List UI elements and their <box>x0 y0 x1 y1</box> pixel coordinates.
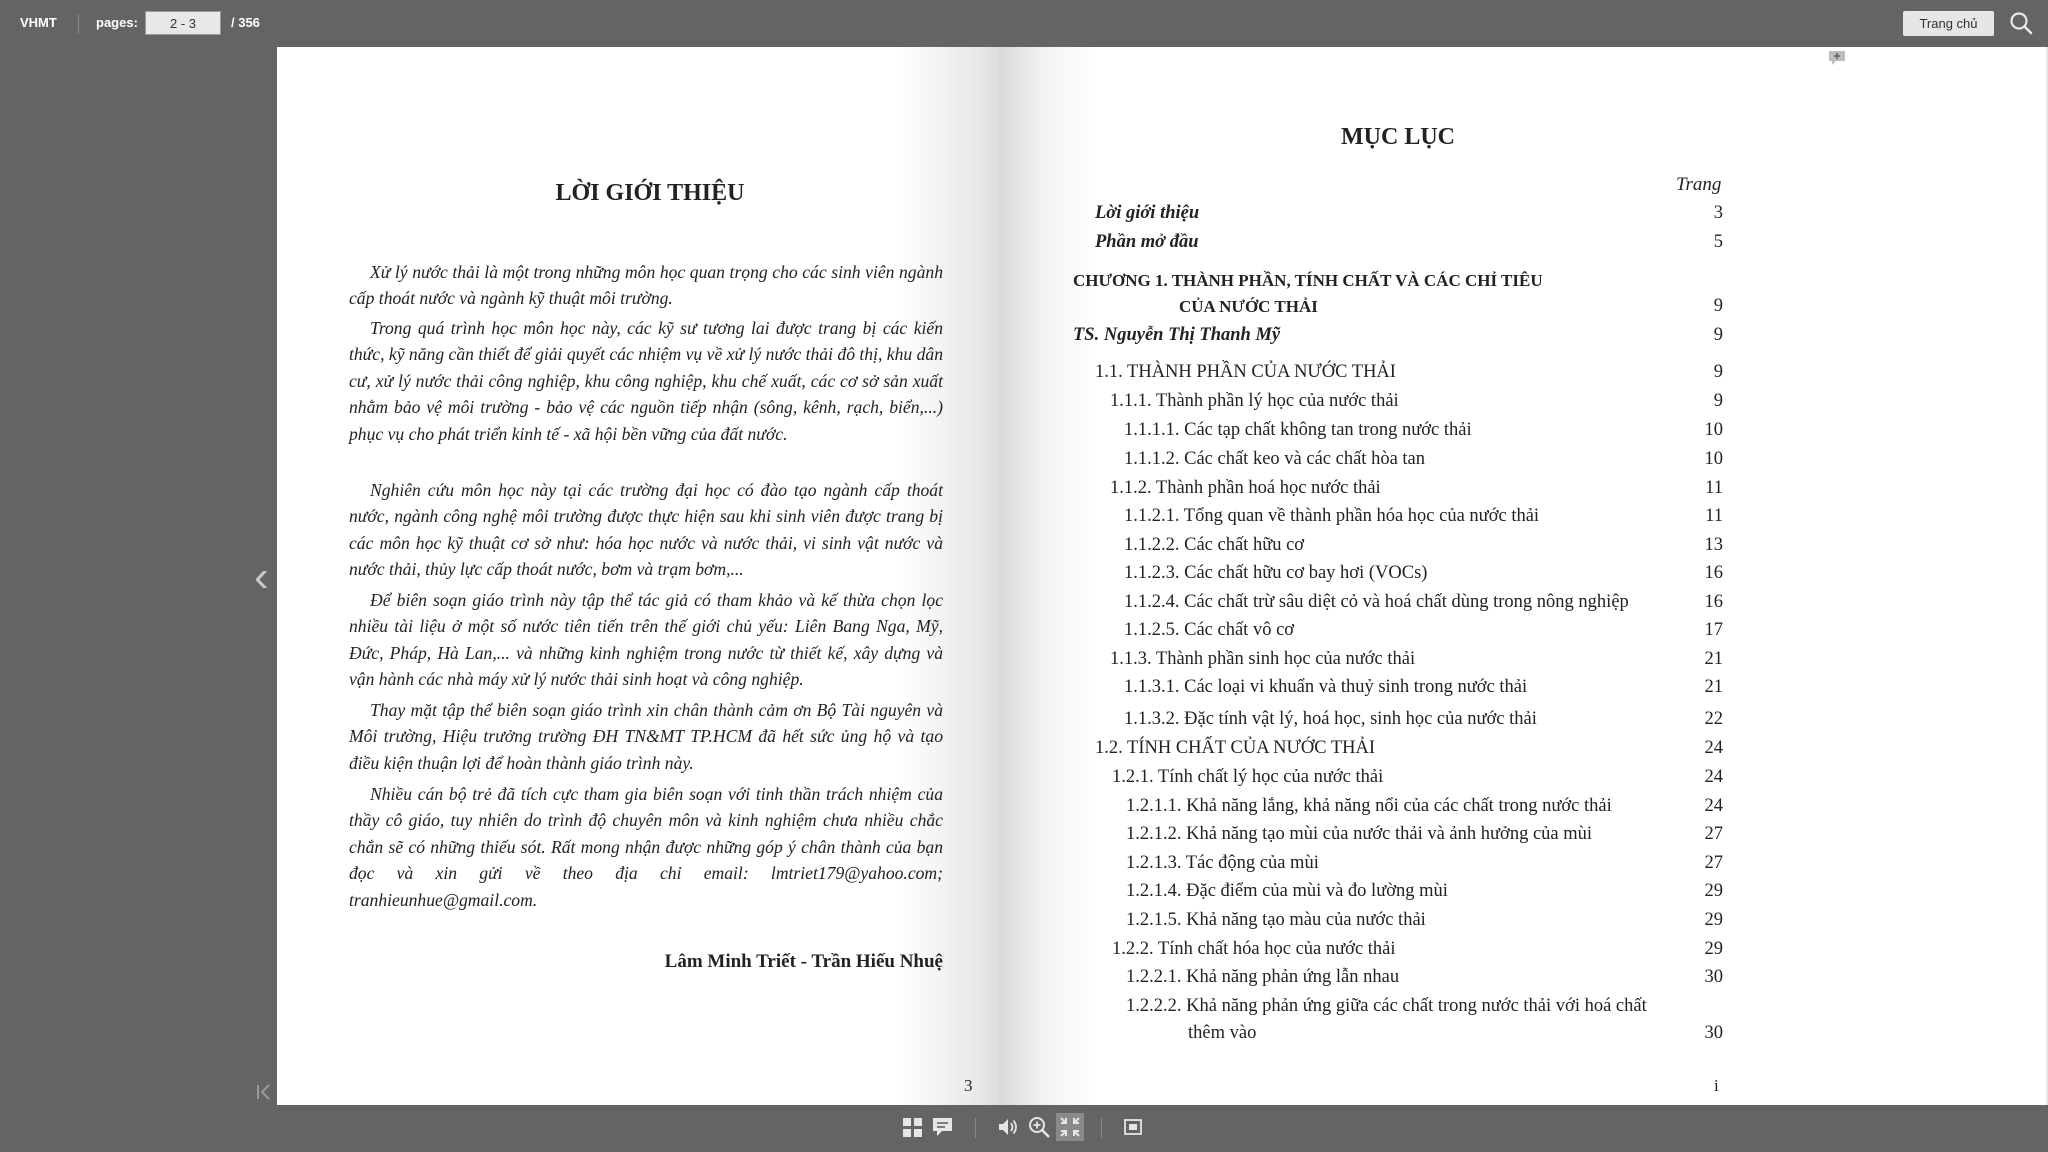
toc-page-number: 21 <box>1704 649 1723 669</box>
toc-entry[interactable]: 1.1.2.4. Các chất trừ sâu diệt cỏ và hoá chất dùng trong nông nghiệp <box>1124 592 1629 612</box>
top-bar <box>0 0 2048 46</box>
intro-paragraph: Trong quá trình học môn học này, các kỹ sư tương lai được trang bị các kiến thức, kỹ năng cần thiết để giải quyết các nhiệm vụ về xử lý nước thải đô thị, khu dân cư, xử lý nước thải công nghiệp, khu công nghiệp, khu chế xuất, các cơ sở sản xuất nhằm bảo vệ môi trường - bảo vệ các nguồn tiếp nhận (sông, kênh, rạch, biển,...) phục vụ cho phát triển kinh tế - xã hội bền vững của đất nước. <box>349 318 943 444</box>
toc-page-number: 9 <box>1713 362 1723 382</box>
toc-page-number: 21 <box>1704 677 1723 697</box>
toc-page-number: 30 <box>1704 967 1723 987</box>
zoom-in-icon[interactable] <box>1027 1115 1051 1139</box>
page-number-right: i <box>1714 1076 1719 1095</box>
toc-author: TS. Nguyễn Thị Thanh Mỹ <box>1073 325 1281 345</box>
toolbar-divider <box>1101 1118 1102 1138</box>
toc-entry[interactable]: 1.1. THÀNH PHẦN CỦA NƯỚC THẢI <box>1095 362 1396 382</box>
toc-page-number: 13 <box>1704 535 1723 555</box>
toc-entry[interactable]: 1.2.1. Tính chất lý học của nước thải <box>1112 767 1384 787</box>
toc-entry[interactable]: 1.2.1.4. Đặc điểm của mùi và đo lường mùi <box>1126 881 1448 901</box>
intro-paragraph: Để biên soạn giáo trình này tập thể tác giả có tham khảo và kế thừa chọn lọc nhiều tài liệu ở một số nước tiên tiến trên thế giới chủ yếu: Liên Bang Nga, Mỹ, Đức, Pháp, Hà Lan,... và những kinh nghiệm trong nước từ thiết kế, xây dựng và vận hành các nhà máy xử lý nước thải sinh hoạt và công nghiệp. <box>349 590 943 690</box>
search-icon[interactable] <box>2008 10 2034 36</box>
toc-entry[interactable]: 1.2.1.3. Tác động của mùi <box>1126 853 1319 873</box>
page-number-left: 3 <box>964 1076 973 1095</box>
intro-title: LỜI GIỚI THIỆU <box>555 180 745 206</box>
toc-entry[interactable]: 1.1.3.2. Đặc tính vật lý, hoá học, sinh học của nước thải <box>1124 709 1537 729</box>
toc-entry[interactable]: 1.1.2.2. Các chất hữu cơ <box>1124 535 1305 555</box>
toc-entry[interactable]: 1.2. TÍNH CHẤT CỦA NƯỚC THẢI <box>1095 738 1376 758</box>
toc-entry[interactable]: 1.1.2.5. Các chất vô cơ <box>1124 620 1295 640</box>
toc-page-number: 27 <box>1704 853 1723 873</box>
toc-entry[interactable]: 1.1.2.3. Các chất hữu cơ bay hơi (VOCs) <box>1124 563 1428 583</box>
bookmark-icon[interactable] <box>1828 50 1846 66</box>
toolbar-divider <box>78 14 79 34</box>
toc-page-number: 10 <box>1704 420 1723 440</box>
toc-entry[interactable]: 1.2.1.1. Khả năng lắng, khả năng nổi của các chất trong nước thải <box>1126 796 1612 816</box>
toc-page-number: 29 <box>1704 939 1723 959</box>
home-button[interactable]: Trang chủ <box>1903 11 1994 36</box>
toc-entry[interactable]: Phần mở đầu <box>1095 232 1199 252</box>
toc-entry[interactable]: 1.1.2.1. Tổng quan về thành phần hóa học của nước thải <box>1124 506 1540 526</box>
brand-logo[interactable]: VHMT <box>20 15 57 30</box>
toc-page-number: 27 <box>1704 824 1723 844</box>
chevron-left-icon[interactable]: ‹ <box>254 552 269 601</box>
sound-icon[interactable] <box>996 1115 1020 1139</box>
toc-entry[interactable]: 1.2.1.2. Khả năng tạo mùi của nước thải và ảnh hưởng của mùi <box>1126 824 1593 844</box>
comments-icon[interactable] <box>931 1115 955 1139</box>
toc-page-number: 5 <box>1713 232 1723 252</box>
toc-entry[interactable]: 1.2.2. Tính chất hóa học của nước thải <box>1112 939 1396 959</box>
toc-page-number: 29 <box>1704 910 1723 930</box>
toc-page-number: 17 <box>1704 620 1723 640</box>
toc-entry[interactable]: 1.1.1.1. Các tạp chất không tan trong nước thải <box>1124 420 1472 440</box>
toc-entry[interactable]: Lời giới thiệu <box>1095 203 1200 223</box>
toc-entry[interactable]: thêm vào <box>1188 1023 1257 1043</box>
toc-entry[interactable]: 1.1.1.2. Các chất keo và các chất hòa tan <box>1124 449 1426 469</box>
author-signature: Lâm Minh Triết - Trần Hiếu Nhuệ <box>664 951 943 972</box>
toc-page-number: 22 <box>1704 709 1723 729</box>
toc-entry[interactable]: 1.1.1. Thành phần lý học của nước thải <box>1110 391 1399 411</box>
intro-paragraph: Thay mặt tập thể biên soạn giáo trình xin chân thành cảm ơn Bộ Tài nguyên và Môi trường, Hiệu trưởng trường ĐH TN&MT TP.HCM đã hết sức ủng hộ và tạo điều kiện thuận lợi để hoàn thành giáo trình này. <box>349 700 943 773</box>
bottom-toolbar <box>0 1105 2048 1152</box>
page-number-input[interactable] <box>145 11 221 35</box>
thumbnails-icon[interactable] <box>901 1115 925 1139</box>
toc-page-number: 11 <box>1705 478 1723 498</box>
share-icon[interactable] <box>1122 1115 1146 1139</box>
intro-paragraph: Nhiều cán bộ trẻ đã tích cực tham gia biên soạn với tinh thần trách nhiệm của thầy cô giáo, tuy nhiên do trình độ chuyên môn và kinh nghiệm chưa nhiều chắc chắn sẽ có những thiếu sót. Rất mong nhận được những góp ý chân thành của bạn đọc và xin gửi về theo địa chỉ email: lmtriet179@yahoo.com; tranhieunhue@gmail.com. <box>349 784 943 910</box>
toc-page-number: 11 <box>1705 506 1723 526</box>
page-total: / 356 <box>231 15 260 30</box>
toc-entry[interactable]: 1.2.2.1. Khả năng phản ứng lẫn nhau <box>1126 967 1400 987</box>
toc-page-number: 10 <box>1704 449 1723 469</box>
toc-page-number: 16 <box>1704 563 1723 583</box>
toc-chapter-heading[interactable]: CHƯƠNG 1. THÀNH PHẦN, TÍNH CHẤT VÀ CÁC CHỈ TIÊU <box>1073 271 1543 290</box>
toc-page-number: 24 <box>1704 738 1723 758</box>
toc-page-number: 24 <box>1704 796 1723 816</box>
toc-page-number: 3 <box>1713 203 1723 223</box>
toc-entry[interactable]: 1.1.2. Thành phần hoá học nước thải <box>1110 478 1381 498</box>
toc-page-number: 16 <box>1704 592 1723 612</box>
toc-entry[interactable]: 1.2.1.5. Khả năng tạo màu của nước thải <box>1126 910 1426 930</box>
toc-page-number: 24 <box>1704 767 1723 787</box>
toc-entry[interactable]: 1.1.3.1. Các loại vi khuẩn và thuỷ sinh trong nước thải <box>1124 677 1528 697</box>
toc-entry[interactable]: 1.1.3. Thành phần sinh học của nước thải <box>1110 649 1416 669</box>
pages-label: pages: <box>96 15 138 30</box>
toc-page-number: 9 <box>1713 325 1723 345</box>
toc-page-number: 30 <box>1704 1023 1723 1043</box>
toc-page-number: 9 <box>1713 296 1723 316</box>
toc-page-column-label: Trang <box>1676 174 1722 195</box>
toc-title: MỤC LỤC <box>1341 124 1455 150</box>
first-page-icon[interactable] <box>254 1082 276 1102</box>
toc-page-number: 9 <box>1713 391 1723 411</box>
intro-paragraph: Xử lý nước thải là một trong những môn học quan trọng cho các sinh viên ngành cấp thoát nước và ngành kỹ thuật môi trường. <box>349 262 943 309</box>
toolbar-divider <box>975 1118 976 1138</box>
toc-page-number: 29 <box>1704 881 1723 901</box>
intro-paragraph: Nghiên cứu môn học này tại các trường đại học có đào tạo ngành cấp thoát nước, ngành công nghệ môi trường được thực hiện sau khi sinh viên được trang bị các môn học kỹ thuật cơ sở như: hóa học nước và nước thải, vi sinh vật nước và nước thải, thủy lực cấp thoát nước, bơm và trạm bơm,... <box>349 480 943 580</box>
toc-entry[interactable]: 1.2.2.2. Khả năng phản ứng giữa các chất trong nước thải với hoá chất <box>1126 996 1647 1016</box>
exit-fullscreen-icon[interactable] <box>1058 1115 1082 1139</box>
toc-chapter-heading[interactable]: CỦA NƯỚC THẢI <box>1179 297 1318 316</box>
